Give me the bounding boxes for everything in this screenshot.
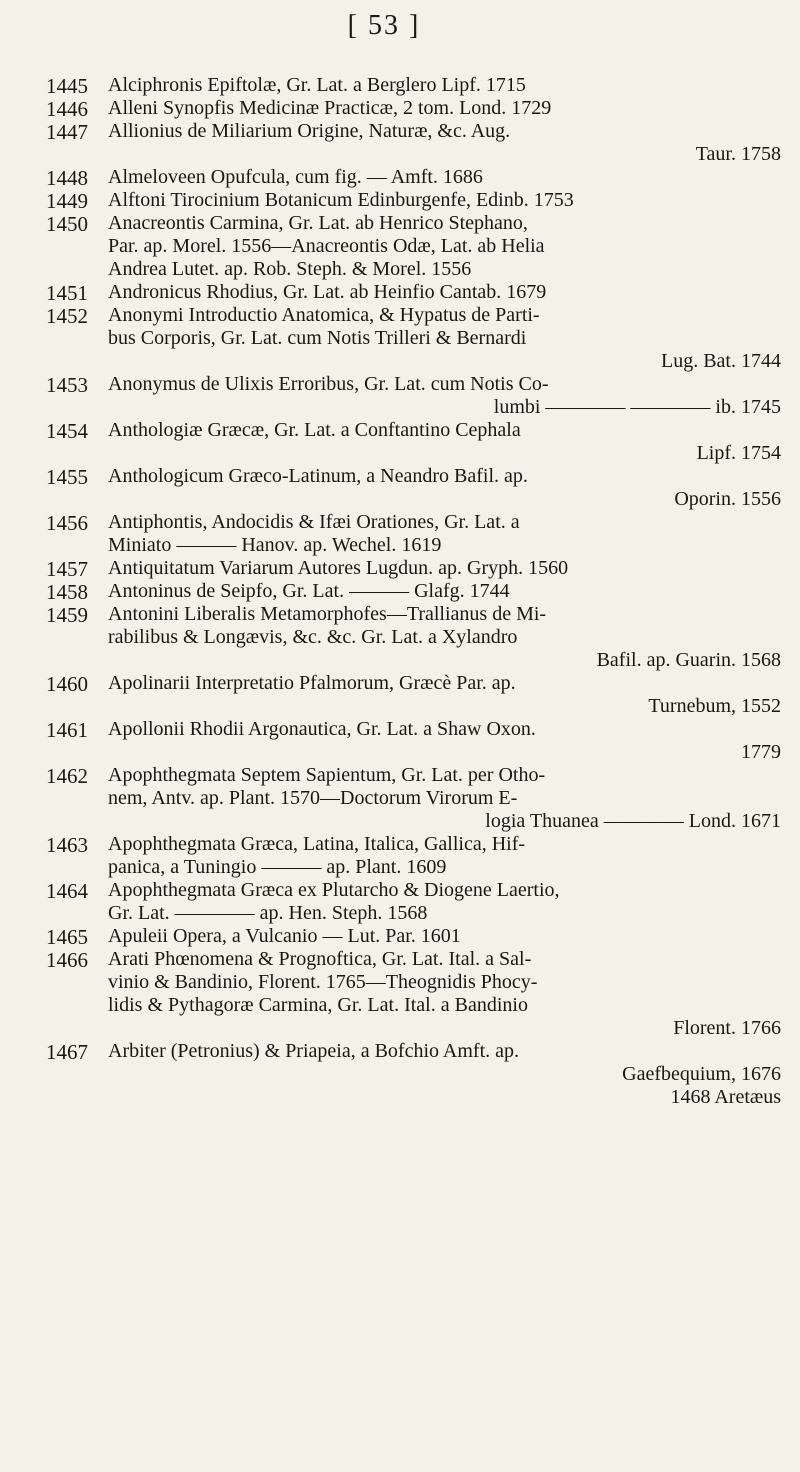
entry-number: 1458 [46,580,88,604]
entry-number: 1462 [46,764,88,788]
catalogue-entry [46,879,781,925]
entry-line: Apollonii Rhodii Argonautica, Gr. Lat. a Shaw Oxon. [108,718,536,740]
entry-line: Apophthegmata Græca, Latina, Italica, Gallica, Hif- [108,833,526,855]
catalogue-entry [46,97,781,120]
catalogue-entry [46,304,781,373]
entry-line: nem, Antv. ap. Plant. 1570—Doctorum Virorum E- [108,787,518,809]
catalogue-entry [46,925,781,948]
entry-number: 1453 [46,373,88,397]
entry-line: Antoninus de Seipfo, Gr. Lat. ——— Glafg. 1744 [108,580,510,602]
entry-line: Andrea Lutet. ap. Rob. Steph. & Morel. 1556 [108,258,472,280]
entry-line: Anthologicum Græco-Latinum, a Neandro Bafil. ap. [108,465,528,487]
catalogue-entry [46,511,781,557]
entry-number: 1447 [46,120,88,144]
catalogue-entry [46,373,781,419]
entry-number: 1451 [46,281,88,305]
entry-number: 1445 [46,74,88,98]
catalogue-entry [46,557,781,580]
entry-number: 1465 [46,925,88,949]
entry-line: Apophthegmata Græca ex Plutarcho & Diogene Laertio, [108,879,560,901]
entry-line: Miniato ——— Hanov. ap. Wechel. 1619 [108,534,442,556]
entry-number: 1464 [46,879,88,903]
entry-line: Anthologiæ Græcæ, Gr. Lat. a Conftantino Cephala [108,419,521,441]
entry-line: Apophthegmata Septem Sapientum, Gr. Lat. per Otho- [108,764,546,786]
entry-number: 1459 [46,603,88,627]
entry-line: Almeloveen Opufcula, cum fig. — Amft. 1686 [108,166,483,188]
entry-number: 1466 [46,948,88,972]
entry-line: rabilibus & Longævis, &c. &c. Gr. Lat. a Xylandro [108,626,518,648]
catalogue-entry [46,764,781,833]
catalogue-entry [46,212,781,281]
entry-number: 1457 [46,557,88,581]
entry-number: 1456 [46,511,88,535]
entry-number: 1448 [46,166,88,190]
entry-line: bus Corporis, Gr. Lat. cum Notis Trilleri & Bernardi [108,327,527,349]
entry-line: Gr. Lat. ———— ap. Hen. Steph. 1568 [108,902,428,924]
entry-line: Lipf. 1754 [696,442,781,464]
entry-line: Alftoni Tirocinium Botanicum Edinburgenfe, Edinb. 1753 [108,189,574,211]
entry-line: Oporin. 1556 [674,488,781,510]
entry-line: Antiquitatum Variarum Autores Lugdun. ap. Gryph. 1560 [108,557,569,579]
catalogue-entry [46,1040,781,1086]
catalogue-entry [46,833,781,879]
entry-number: 1460 [46,672,88,696]
entry-line: Alleni Synopfis Medicinæ Practicæ, 2 tom. Lond. 1729 [108,97,552,119]
entry-number: 1454 [46,419,88,443]
entry-line: Antonini Liberalis Metamorphofes—Trallianus de Mi- [108,603,547,625]
entry-line: Apolinarii Interpretatio Pfalmorum, Græcè Par. ap. [108,672,516,694]
entry-number: 1463 [46,833,88,857]
entry-line: Anonymus de Ulixis Erroribus, Gr. Lat. cum Notis Co- [108,373,549,395]
entry-line: logia Thuanea ———— Lond. 1671 [485,810,781,832]
catalogue-entry [46,948,781,1040]
catalogue-entries [46,74,781,1109]
entry-line: panica, a Tuningio ——— ap. Plant. 1609 [108,856,447,878]
entry-line: Bafil. ap. Guarin. 1568 [596,649,781,671]
page-number: [ 53 ] [347,10,421,41]
catalogue-entry [46,120,781,166]
entry-line: vinio & Bandinio, Florent. 1765—Theognidis Phocy- [108,971,538,993]
entry-line: Florent. 1766 [673,1017,781,1039]
entry-line: Lug. Bat. 1744 [661,350,781,372]
entry-number: 1449 [46,189,88,213]
catalogue-entry [46,166,781,189]
catalogue-entry [46,281,781,304]
catalogue-entry [46,672,781,718]
entry-number: 1446 [46,97,88,121]
entry-line: Alciphronis Epiftolæ, Gr. Lat. a Berglero Lipf. 1715 [108,74,526,96]
catalogue-entry [46,465,781,511]
entry-line: Arati Phœnomena & Prognoftica, Gr. Lat. Ital. a Sal- [108,948,532,970]
entry-line: lidis & Pythagoræ Carmina, Gr. Lat. Ital. a Bandinio [108,994,528,1016]
catalogue-entry [46,419,781,465]
entry-number: 1461 [46,718,88,742]
entry-number: 1467 [46,1040,88,1064]
catalogue-entry [46,580,781,603]
entry-line: Anacreontis Carmina, Gr. Lat. ab Henrico Stephano, [108,212,528,234]
entry-number: 1452 [46,304,88,328]
catalogue-entry [46,189,781,212]
catalogue-entry [46,603,781,672]
entry-line: Anonymi Introductio Anatomica, & Hypatus de Parti- [108,304,540,326]
catalogue-entry [46,718,781,764]
entry-number: 1455 [46,465,88,489]
entry-line: Antiphontis, Andocidis & Ifæi Orationes, Gr. Lat. a [108,511,520,533]
entry-number: 1450 [46,212,88,236]
entry-line: Arbiter (Petronius) & Priapeia, a Bofchio Amft. ap. [108,1040,520,1062]
catchword: 1468 Aretæus [670,1086,781,1108]
entry-line: Taur. 1758 [695,143,781,165]
entry-line: Par. ap. Morel. 1556—Anacreontis Odæ, Lat. ab Helia [108,235,545,257]
entry-line: Apuleii Opera, a Vulcanio — Lut. Par. 1601 [108,925,461,947]
entry-line: Turnebum, 1552 [648,695,781,717]
entry-line: lumbi ———— ———— ib. 1745 [493,396,781,418]
entry-line: Gaefbequium, 1676 [622,1063,781,1085]
entry-line: Andronicus Rhodius, Gr. Lat. ab Heinfio Cantab. 1679 [108,281,547,303]
entry-line: 1779 [741,741,781,763]
entry-line: Allionius de Miliarium Origine, Naturæ, &c. Aug. [108,120,511,142]
catalogue-entry [46,74,781,97]
